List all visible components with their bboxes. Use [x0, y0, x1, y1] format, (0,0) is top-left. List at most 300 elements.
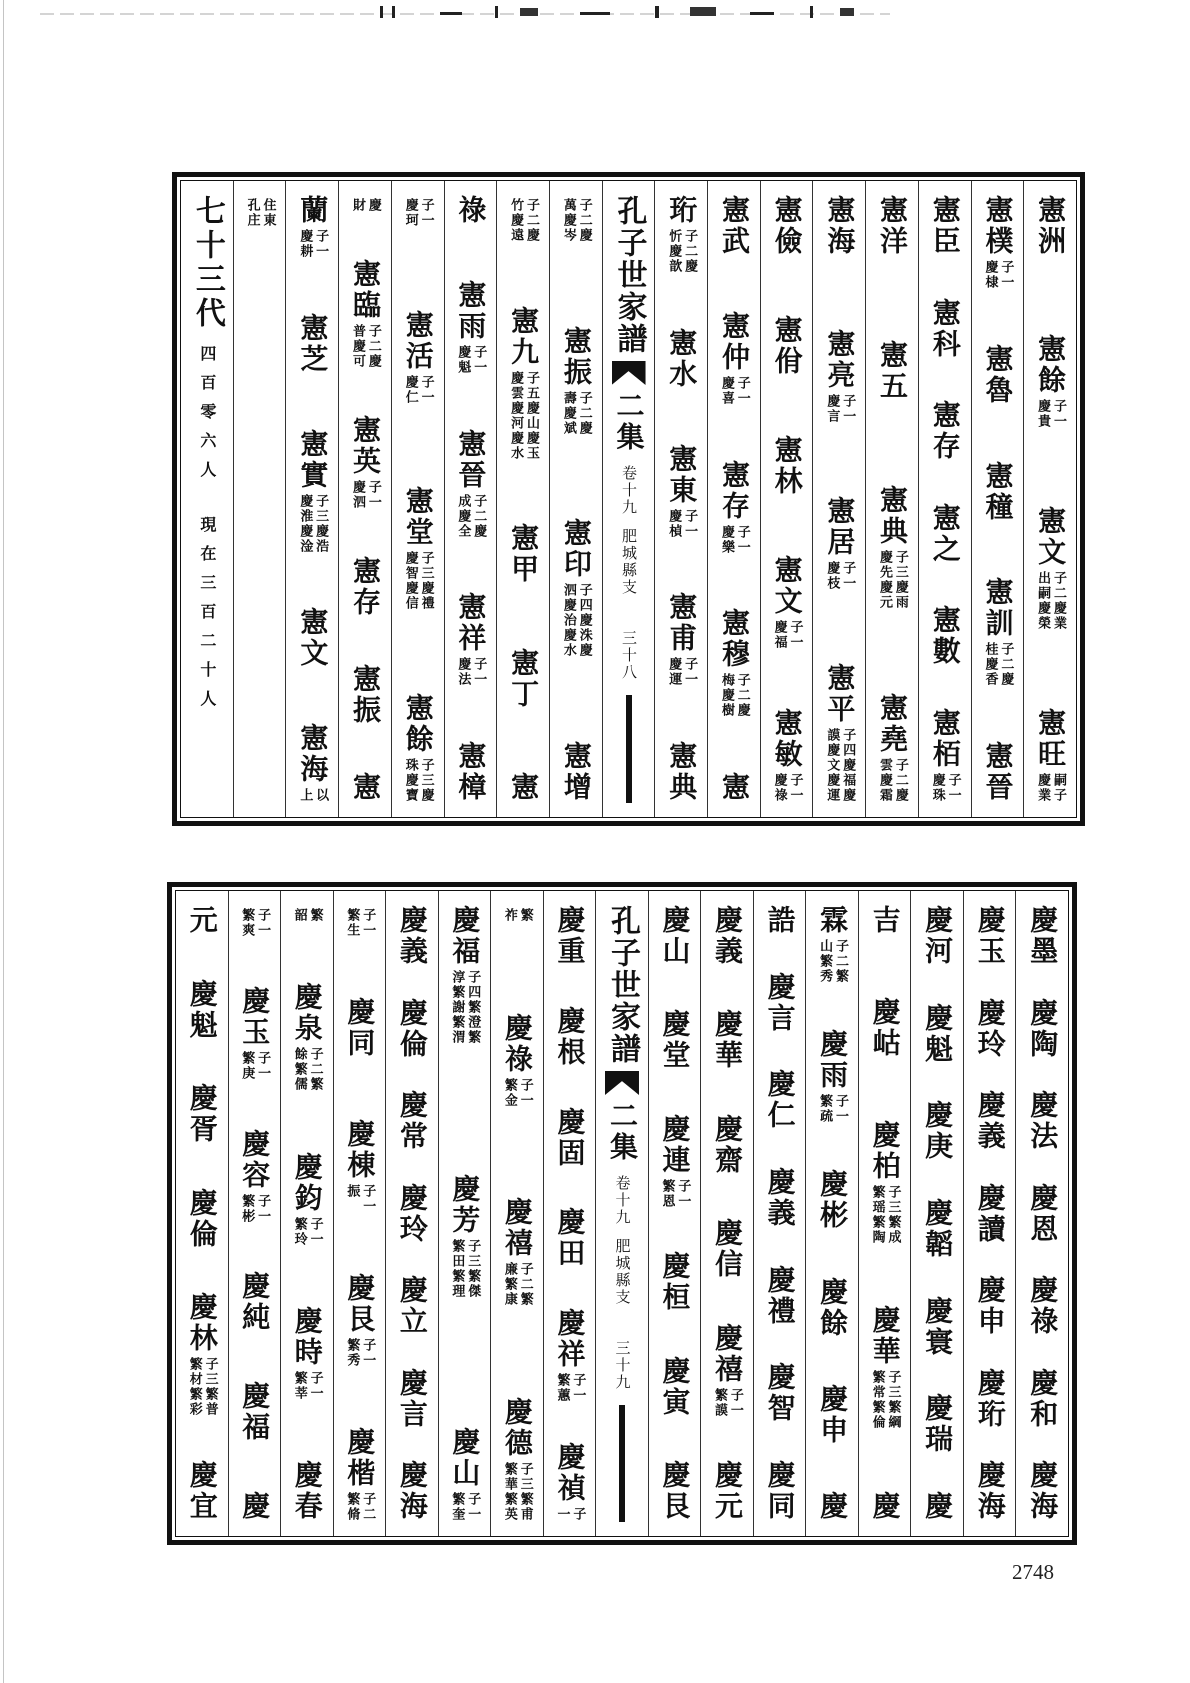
genealogy-column: [918, 181, 971, 817]
person-name: 憲振: [559, 325, 593, 388]
genealogy-entry: [554, 1308, 586, 1403]
genealogy-entry: [921, 905, 955, 967]
genealogy-entry: [1034, 195, 1068, 257]
fish-tail-mark: [612, 361, 646, 385]
genealogy-entry: [763, 1459, 797, 1522]
genealogy-column: [753, 891, 806, 1536]
annotation-line: 慶: [365, 198, 381, 213]
annotation-line: 慶祿: [771, 773, 787, 803]
lower-page-block: [167, 882, 1077, 1545]
genealogy-entry: [343, 997, 377, 1060]
genealogy-entry: [816, 1169, 850, 1232]
annotation-line: 子一: [1051, 399, 1067, 429]
annotation-line: 慶棣: [982, 260, 998, 290]
person-name: 慶堂: [658, 1009, 692, 1072]
person-name: 慶柏: [868, 1119, 902, 1182]
person-name: 慶義: [395, 905, 429, 967]
leaf-number: 三十八: [620, 630, 639, 681]
genealogy-entry: [501, 1197, 533, 1307]
annotation-note: [296, 788, 328, 803]
person-name: 慶: [868, 1491, 902, 1522]
annotation-line: 子五慶山慶玉: [523, 370, 539, 461]
genealogy-entry: [868, 905, 902, 936]
genealogy-entry: [711, 1113, 745, 1176]
annotation-line: 子一: [840, 561, 856, 591]
person-name: 慶瑞: [921, 1393, 955, 1456]
chapter-label: 卷十九: [620, 465, 639, 516]
generation-column: [181, 181, 233, 817]
person-name: 珩: [665, 195, 699, 226]
annotation-note: [816, 939, 848, 984]
annotation-line: 繁爽: [239, 908, 255, 938]
person-name: 憲武: [717, 195, 751, 257]
person-name: 慶寰: [921, 1295, 955, 1358]
person-name: 慶: [238, 1490, 272, 1522]
annotation-line: 雲慶霜: [877, 758, 893, 803]
genealogy-entry: [507, 647, 541, 710]
annotation-line: 慶福: [771, 620, 787, 650]
genealogy-column: [280, 891, 333, 1536]
person-name: 慶言: [763, 971, 797, 1034]
annotation-line: 慶言: [824, 394, 840, 424]
annotation-note: [501, 908, 533, 923]
genealogy-entry: [559, 740, 593, 803]
person-name: 慶祥: [553, 1308, 587, 1371]
genealogy-entry: [238, 1271, 272, 1334]
annotation-note: [501, 1462, 533, 1522]
person-name: 慶魁: [921, 1002, 955, 1065]
annotation-note: [402, 198, 434, 228]
annotation-line: 子一: [734, 375, 750, 406]
person-name: 憲典: [876, 485, 910, 547]
genealogy-entry: [658, 1009, 692, 1072]
genealogy-entry: [449, 1427, 481, 1522]
genealogy-column: [865, 181, 918, 817]
genealogy-entry: [395, 905, 429, 967]
person-name: 憲雨: [454, 279, 488, 342]
genealogy-entry: [973, 1275, 1007, 1337]
annotation-line: 子一: [255, 1050, 271, 1081]
annotation-note: [507, 371, 539, 461]
person-name: 慶申: [816, 1383, 850, 1446]
annotation-line: 成慶全: [455, 493, 471, 539]
annotation-note: [665, 509, 697, 539]
person-name: 憲存: [928, 400, 962, 463]
genealogy-column: [654, 181, 707, 817]
genealogy-entry: [823, 496, 855, 591]
person-name: 憲存: [717, 459, 751, 522]
annotation-note: [238, 908, 270, 938]
person-name: 憲餘: [401, 692, 435, 755]
genealogy-entry: [1026, 1182, 1060, 1245]
person-name: 祿: [454, 195, 488, 226]
annotation-note: [402, 375, 434, 405]
annotation-line: 子一: [360, 1337, 376, 1368]
genealogy-entry: [823, 329, 855, 424]
genealogy-entry: [395, 1090, 429, 1152]
person-name: 慶恩: [1026, 1182, 1060, 1245]
column-grid: [180, 180, 1077, 818]
annotation-line: 子一: [255, 1193, 271, 1224]
person-name: 憲堯: [876, 693, 910, 755]
person-name: 憲實: [296, 428, 330, 491]
person-name: 憲晉: [454, 428, 488, 491]
genealogy-entry: [296, 195, 328, 259]
person-name: 憲科: [928, 297, 962, 360]
annotation-line: 繁生: [344, 908, 360, 938]
genealogy-entry: [349, 664, 383, 726]
person-name: 慶彬: [816, 1169, 850, 1232]
person-name: 憲: [507, 772, 541, 803]
genealogy-entry: [343, 905, 375, 938]
genealogy-entry: [290, 1460, 324, 1522]
person-name: 憲海: [296, 723, 330, 785]
person-name: 憲旺: [1034, 708, 1068, 770]
genealogy-entry: [770, 315, 804, 377]
person-name: 慶艮: [658, 1459, 692, 1522]
annotation-note: [238, 1051, 270, 1081]
annotation-note: [501, 1078, 533, 1108]
annotation-line: 子一: [360, 908, 376, 938]
genealogy-entry: [454, 741, 488, 803]
person-name: 慶元: [711, 1459, 745, 1522]
annotation-note: [982, 260, 1014, 290]
person-name: 慶田: [553, 1207, 587, 1270]
person-name: 吉: [868, 905, 902, 936]
person-name: 憲栢: [928, 707, 962, 770]
person-name: 憲臣: [928, 195, 962, 257]
annotation-line: 子二慶: [365, 324, 381, 369]
annotation-line: 繁: [307, 908, 323, 923]
annotation-note: [402, 758, 434, 803]
genealogy-entry: [560, 326, 592, 436]
annotation-line: 慶業: [1035, 773, 1051, 803]
annotation-line: 子二: [360, 1492, 376, 1522]
person-name: 慶申: [973, 1275, 1007, 1337]
annotation-line: 子一: [787, 773, 803, 803]
annotation-line: 子二慶業: [1051, 571, 1067, 631]
annotation-line: 繁蕙: [554, 1373, 570, 1404]
genealogy-column: [176, 891, 228, 1536]
person-name: 慶墨: [1026, 905, 1060, 967]
genealogy-entry: [1026, 997, 1060, 1060]
person-name: 慶祿: [500, 1012, 534, 1075]
scan-edge-line: [3, 0, 4, 1683]
person-name: 憲居: [823, 496, 857, 558]
genealogy-entry: [868, 1491, 902, 1522]
genealogy-entry: [1034, 708, 1066, 803]
annotation-line: 泗慶治慶水: [560, 583, 576, 659]
annotation-line: 慶仁: [402, 374, 418, 405]
annotation-line: 子一: [682, 508, 698, 539]
page-number: 2748: [1012, 1560, 1054, 1584]
fish-tail-mark: [605, 1071, 639, 1095]
person-name: 慶玲: [973, 997, 1007, 1060]
person-name: 慶根: [553, 1005, 587, 1068]
annotation-line: 子一: [840, 394, 856, 424]
annotation-note: [1034, 571, 1066, 631]
person-name: 慶山: [448, 1427, 482, 1489]
chapter-label: 卷十九: [613, 1175, 632, 1226]
person-name: 憲九: [507, 305, 541, 368]
annotation-line: 壽慶斌: [560, 390, 576, 436]
annotation-line: 韶: [291, 908, 307, 923]
person-name: 憲數: [928, 605, 962, 668]
annotation-line: 子一: [998, 260, 1014, 290]
genealogy-entry: [507, 523, 541, 585]
annotation-note: [449, 1239, 481, 1299]
person-name: 慶禧: [711, 1322, 745, 1385]
genealogy-entry: [560, 195, 592, 243]
person-name: 慶山: [658, 905, 692, 967]
annotation-note: [869, 1370, 901, 1430]
annotation-line: 山繁秀: [817, 939, 833, 984]
genealogy-column: [910, 891, 963, 1536]
genealogy-entry: [402, 693, 434, 803]
annotation-note: [816, 1094, 848, 1124]
annotation-line: 慶樂: [718, 524, 734, 555]
person-name: 憲五: [876, 340, 910, 402]
genealogy-entry: [770, 195, 804, 257]
person-name: 憲文: [296, 607, 330, 670]
annotation-note: [982, 642, 1014, 687]
genealogy-column: [285, 181, 338, 817]
person-name: 慶餘: [816, 1276, 850, 1339]
annotation-note: [560, 391, 592, 436]
genealogy-entry: [711, 1009, 745, 1072]
annotation-line: 慶枝: [824, 561, 840, 591]
genealogy-entry: [349, 195, 381, 213]
annotation-line: 一: [554, 1506, 570, 1522]
genealogy-entry: [816, 1383, 850, 1446]
genealogy-entry: [921, 1197, 955, 1260]
person-name: 慶: [816, 1490, 850, 1522]
genealogy-entry: [711, 1459, 745, 1522]
genealogy-entry: [402, 195, 434, 228]
living-count: 現在三百二十人: [197, 516, 217, 719]
annotation-line: 子一: [787, 620, 803, 650]
genealogy-entry: [449, 1174, 481, 1299]
annotation-line: 繁常繁倫: [869, 1370, 885, 1431]
annotation-line: 慶楨: [666, 508, 682, 539]
genealogy-entry: [349, 259, 381, 369]
annotation-line: 子三慶浩: [313, 493, 329, 554]
person-name: 憲活: [401, 309, 435, 372]
person-name: 憲餘: [1034, 334, 1068, 396]
person-name: 慶雨: [816, 1029, 850, 1092]
genealogy-column: [549, 181, 602, 817]
volume-label: 二集: [605, 1101, 639, 1163]
genealogy-entry: [554, 1442, 586, 1522]
person-name: 憲穆: [717, 608, 751, 671]
genealogy-column: [438, 891, 491, 1536]
genealogy-entry: [973, 1090, 1007, 1152]
genealogy-entry: [921, 1295, 955, 1358]
person-name: 慶義: [973, 1090, 1007, 1152]
annotation-line: 子二繁: [517, 1262, 533, 1308]
annotation-line: 孔庄: [244, 198, 260, 228]
annotation-note: [349, 324, 381, 369]
annotation-note: [711, 1388, 743, 1418]
annotation-line: 子三繁成: [885, 1184, 901, 1245]
genealogy-entry: [349, 772, 383, 803]
person-name: 憲水: [665, 327, 699, 390]
person-name: 慶河: [921, 905, 955, 967]
genealogy-entry: [296, 607, 330, 670]
annotation-line: 子二慶: [682, 229, 698, 274]
person-name: 慶時: [290, 1305, 324, 1368]
annotation-line: 子三慶禮: [418, 551, 434, 612]
genealogy-entry: [973, 1460, 1007, 1522]
annotation-line: 子三繁傑: [465, 1238, 481, 1299]
volume-label: 二集: [612, 391, 646, 453]
genealogy-entry: [973, 905, 1007, 967]
genealogy-entry: [291, 982, 323, 1092]
person-name: 憲樟: [454, 741, 488, 803]
annotation-line: 子一: [832, 1094, 848, 1125]
genealogy-entry: [658, 1459, 692, 1522]
person-name: 憲存: [349, 556, 383, 618]
annotation-note: [823, 561, 855, 591]
genealogy-entry: [816, 905, 848, 984]
genealogy-entry: [717, 772, 751, 803]
person-name: 憲平: [823, 663, 857, 725]
generation-count: 四百零六人: [197, 345, 217, 490]
genealogy-column: [333, 891, 386, 1536]
annotation-note: [291, 1047, 323, 1092]
person-name: 憲穜: [981, 460, 1015, 523]
genealogy-entry: [501, 1013, 533, 1108]
person-name: 憲: [717, 772, 751, 803]
annotation-note: [343, 1338, 375, 1368]
annotation-line: 子一: [682, 657, 698, 688]
genealogy-column: [543, 891, 596, 1536]
person-name: 慶宜: [185, 1459, 219, 1522]
genealogy-entry: [876, 693, 908, 803]
annotation-line: 子一: [465, 1492, 481, 1522]
annotation-note: [876, 550, 908, 610]
person-name: 憲洲: [1034, 195, 1068, 257]
genealogy-entry: [981, 344, 1015, 407]
annotation-line: 子二慶: [576, 390, 592, 436]
person-name: 慶倫: [395, 997, 429, 1060]
person-name: 慶魁: [185, 978, 219, 1041]
genealogy-entry: [973, 1367, 1007, 1430]
person-name: 慶林: [185, 1292, 219, 1355]
annotation-note: [823, 728, 855, 803]
person-name: 慶海: [973, 1460, 1007, 1522]
genealogy-entry: [343, 1119, 375, 1214]
annotation-note: [343, 908, 375, 938]
annotation-line: 慶法: [455, 657, 471, 688]
genealogy-entry: [185, 1187, 219, 1250]
genealogy-entry: [349, 556, 383, 618]
annotation-line: 慶泗: [350, 480, 366, 510]
annotation-note: [665, 657, 697, 687]
person-name: 憲洋: [876, 195, 910, 257]
genealogy-entry: [665, 444, 697, 539]
annotation-line: 子一: [517, 1077, 533, 1108]
person-name: 憲甲: [507, 523, 541, 585]
annotation-line: 慶運: [666, 657, 682, 688]
person-name: 慶華: [711, 1009, 745, 1072]
annotation-line: 子四慶福慶: [840, 728, 856, 803]
genealogy-column: [444, 181, 497, 817]
genealogy-column: [228, 891, 281, 1536]
genealogy-entry: [553, 1207, 587, 1270]
annotation-line: 子三繁綱: [885, 1370, 901, 1431]
annotation-line: 謨慶文慶運: [824, 728, 840, 803]
genealogy-entry: [869, 1120, 901, 1245]
annotation-note: [449, 970, 481, 1045]
genealogy-entry: [1026, 1275, 1060, 1337]
genealogy-entry: [771, 555, 803, 650]
annotation-line: 財: [350, 198, 366, 213]
annotation-note: [869, 1185, 901, 1245]
genealogy-entry: [718, 608, 750, 718]
genealogy-entry: [718, 311, 750, 406]
annotation-line: 子一: [365, 480, 381, 510]
genealogy-entry: [929, 708, 961, 803]
annotation-line: 子一: [727, 1387, 743, 1418]
annotation-line: 子一: [734, 524, 750, 555]
person-name: 慶海: [395, 1460, 429, 1522]
person-name: 慶倫: [185, 1187, 219, 1250]
person-name: 霖: [816, 905, 850, 936]
genealogy-entry: [665, 195, 697, 274]
person-name: 慶岵: [868, 996, 902, 1059]
genealogy-column: [858, 891, 911, 1536]
annotation-line: 廉繁康: [501, 1262, 517, 1308]
person-name: 慶讀: [973, 1182, 1007, 1245]
genealogy-entry: [553, 1106, 587, 1169]
annotation-line: 子三繁普: [202, 1357, 218, 1418]
annotation-line: 子二慶: [998, 641, 1014, 687]
genealogy-entry: [763, 971, 797, 1034]
person-name: 蘭: [296, 195, 330, 226]
person-name: 慶禮: [763, 1264, 797, 1327]
annotation-note: [1034, 773, 1066, 803]
annotation-note: [507, 198, 539, 243]
annotation-line: 繁謨: [712, 1387, 728, 1418]
center-rule-line: [626, 695, 632, 803]
person-name: 慶仁: [763, 1069, 797, 1132]
person-name: 慶立: [395, 1275, 429, 1337]
person-name: 慶禧: [500, 1197, 534, 1260]
person-name: 憲訓: [981, 576, 1015, 639]
genealogy-entry: [823, 663, 855, 803]
person-name: 慶禎: [553, 1441, 587, 1504]
annotation-line: 子一: [255, 908, 271, 938]
person-name: 慶陶: [1026, 997, 1060, 1060]
annotation-line: 慶雲慶河慶水: [508, 370, 524, 461]
annotation-line: 子三慶雨: [892, 550, 908, 610]
person-name: 慶棟: [343, 1118, 377, 1181]
annotation-line: 子二慶: [734, 673, 750, 719]
genealogy-entry: [876, 340, 910, 402]
genealogy-entry: [1026, 1460, 1060, 1522]
person-name: 憲林: [770, 435, 804, 497]
genealogy-entry: [718, 460, 750, 555]
genealogy-entry: [921, 1393, 955, 1456]
genealogy-entry: [507, 195, 539, 243]
genealogy-entry: [928, 400, 962, 463]
genealogy-entry: [1034, 334, 1066, 429]
genealogy-entry: [665, 592, 697, 687]
genealogy-entry: [770, 435, 804, 497]
annotation-line: 子三繁甫: [517, 1461, 533, 1522]
annotation-note: [186, 1357, 218, 1417]
